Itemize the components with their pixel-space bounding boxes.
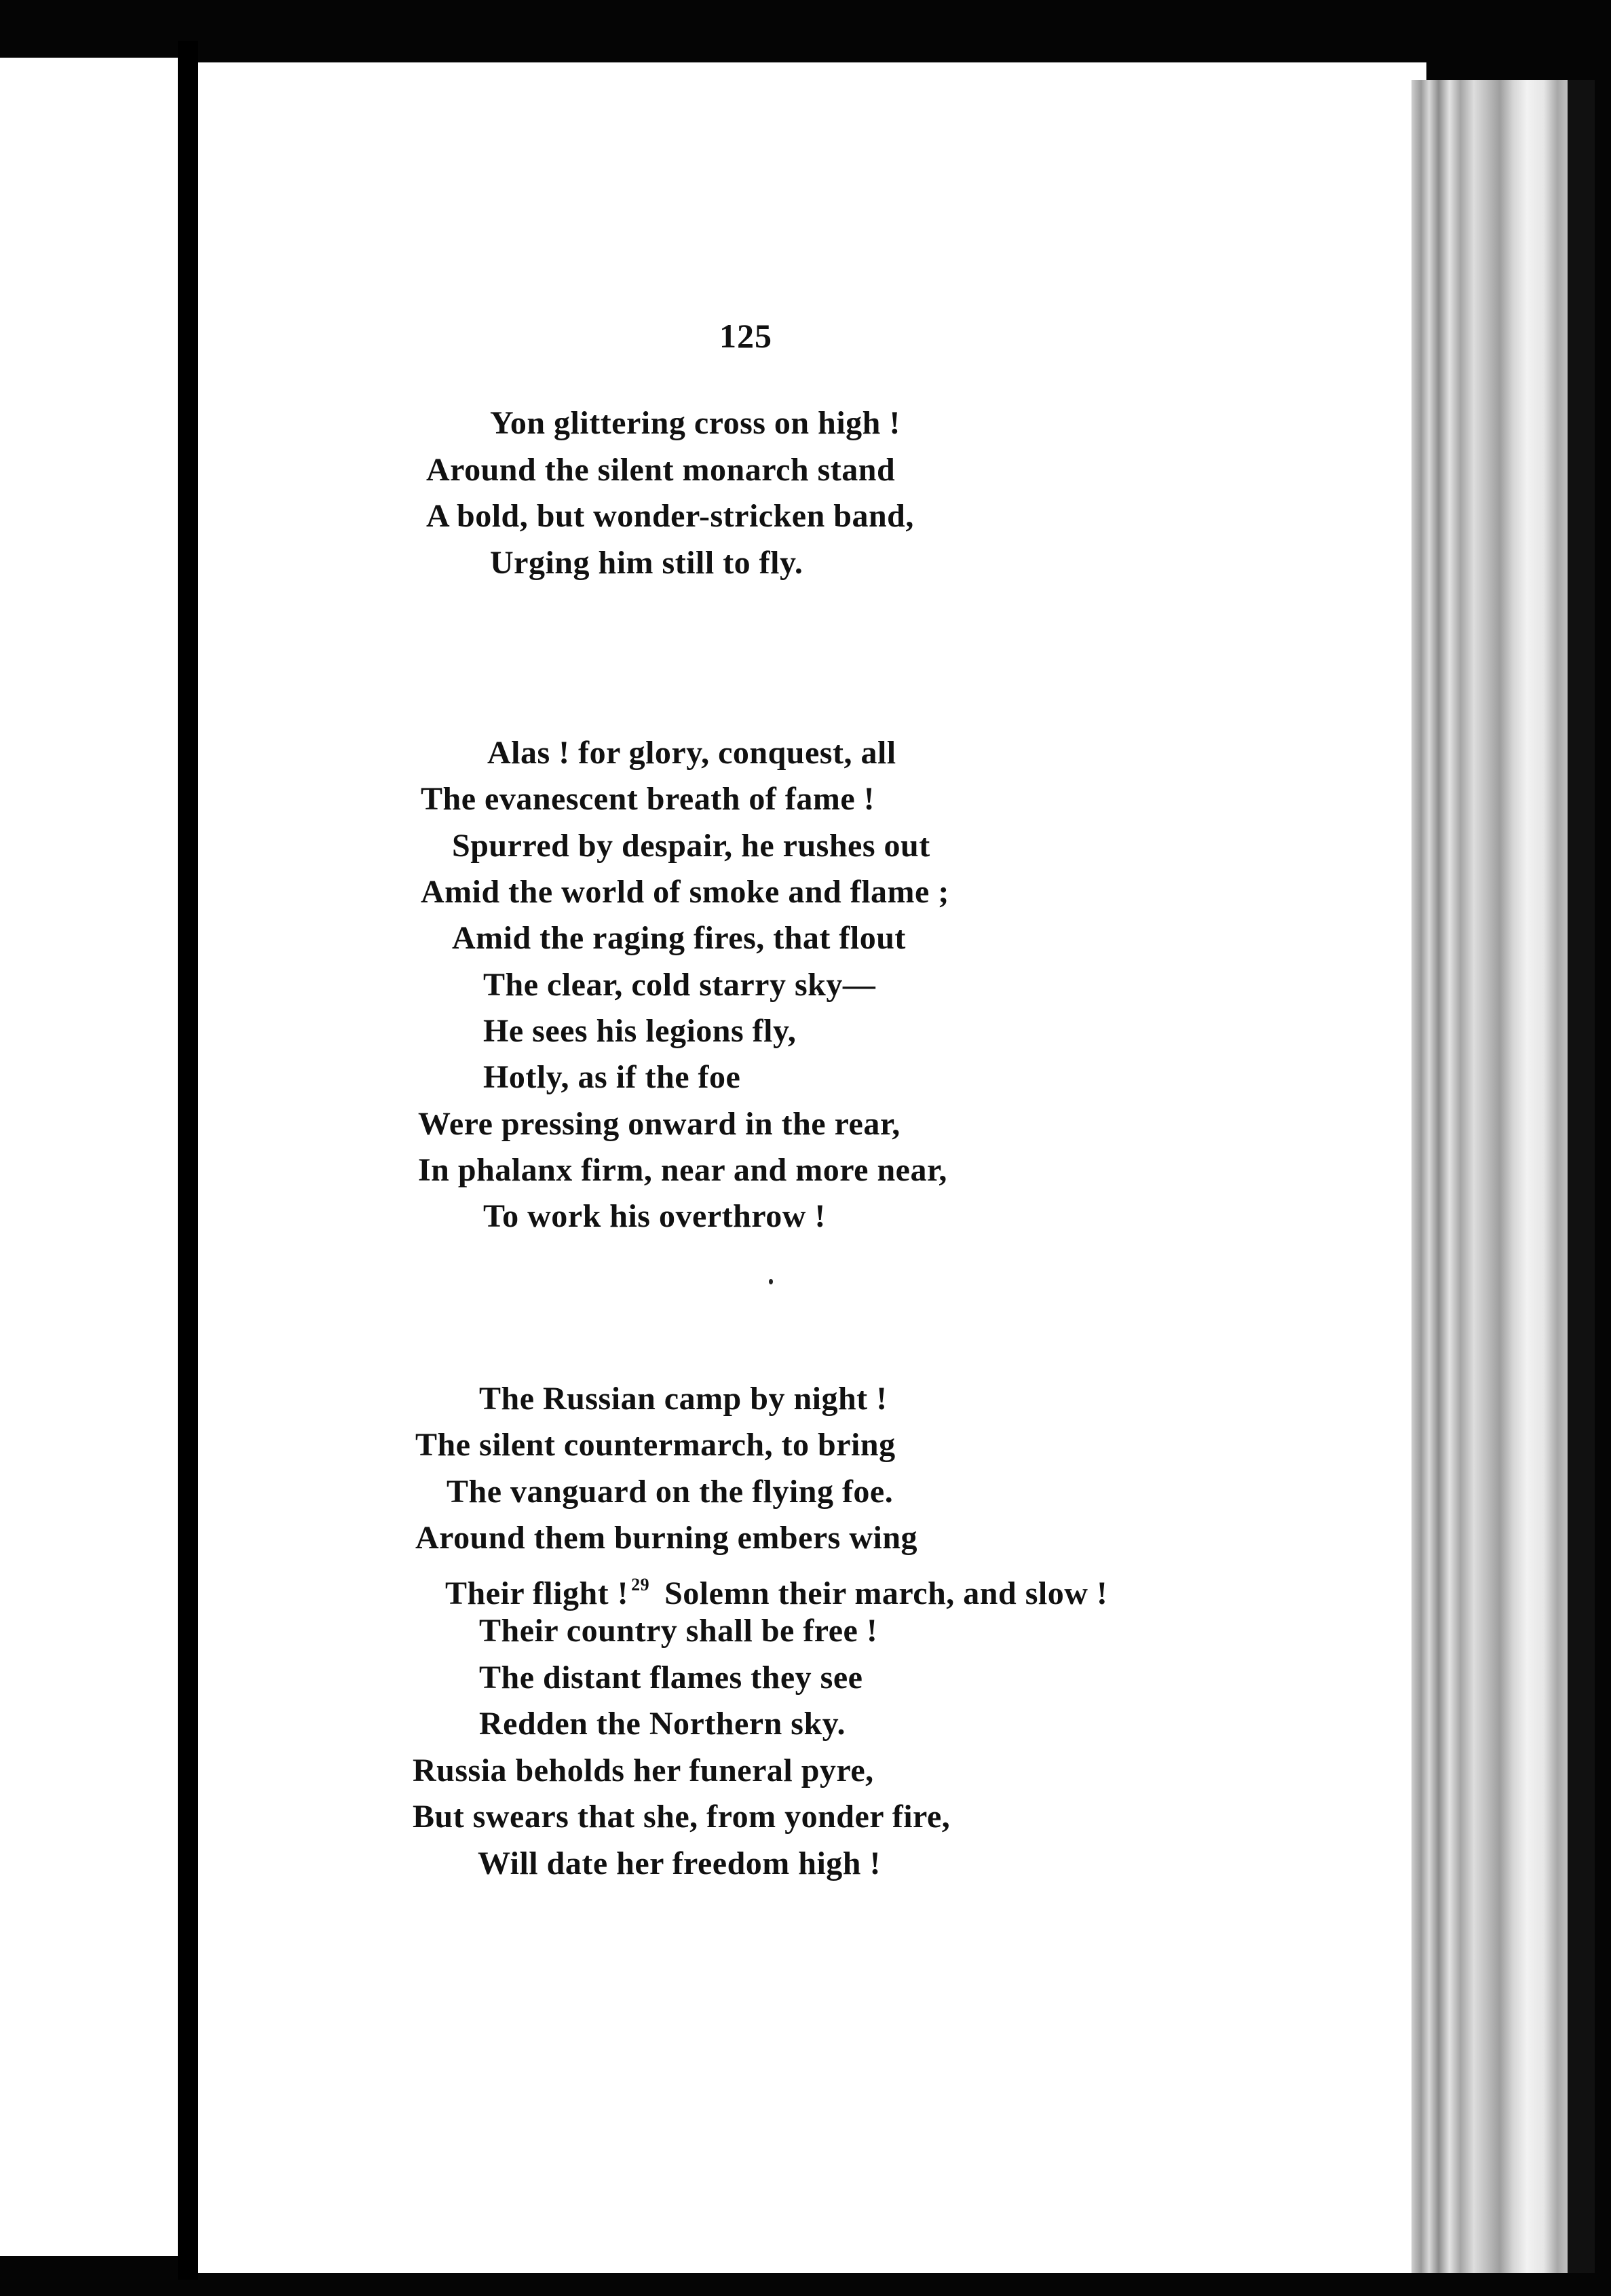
footnote-marker: 29 (631, 1575, 650, 1594)
poem-line: The Russian camp by night ! (479, 1381, 888, 1417)
poem-line: Were pressing onward in the rear, (418, 1106, 901, 1142)
poem-line: A bold, but wonder-stricken band, (426, 498, 914, 534)
poem-line: Alas ! for glory, conquest, all (487, 735, 896, 771)
poem-line: Around them burning embers wing (415, 1520, 918, 1556)
poem-line: Urging him still to fly. (490, 545, 803, 581)
poem-line: The silent countermarch, to bring (415, 1427, 896, 1463)
poem-line: Their country shall be free ! (479, 1613, 878, 1649)
poem-line: Spurred by despair, he rushes out (452, 828, 930, 864)
poem-line-start: Their flight ! (445, 1575, 629, 1611)
poem-line: The evanescent breath of fame ! (421, 781, 875, 817)
poem-line: But swears that she, from yonder fire, (413, 1799, 951, 1835)
poem-line: Russia beholds her funeral pyre, (413, 1753, 874, 1788)
poem-line: Amid the raging fires, that flout (452, 920, 906, 956)
poem-line: Hotly, as if the foe (483, 1059, 741, 1095)
poem-line: Redden the Northern sky. (479, 1706, 846, 1742)
poem-line: Amid the world of smoke and flame ; (421, 874, 949, 910)
poem-line-with-footnote (445, 1565, 1107, 1614)
poem-line: He sees his legions fly, (483, 1013, 797, 1049)
poem-line: Around the silent monarch stand (426, 452, 896, 488)
poem-line: Will date her freedom high ! (478, 1845, 881, 1881)
poem-line-continuation: Solemn their march, and slow ! (664, 1575, 1108, 1611)
poem-line: To work his overthrow ! (483, 1198, 826, 1234)
poem-line: The clear, cold starry sky— (483, 967, 876, 1003)
poem-line: Yon glittering cross on high ! (490, 405, 901, 441)
page-number: 125 (719, 317, 772, 355)
poem-line: The vanguard on the flying foe. (447, 1474, 894, 1510)
poem-line: The distant flames they see (479, 1660, 863, 1696)
ink-speck (769, 1279, 773, 1284)
poem-line: In phalanx firm, near and more near, (418, 1152, 947, 1188)
